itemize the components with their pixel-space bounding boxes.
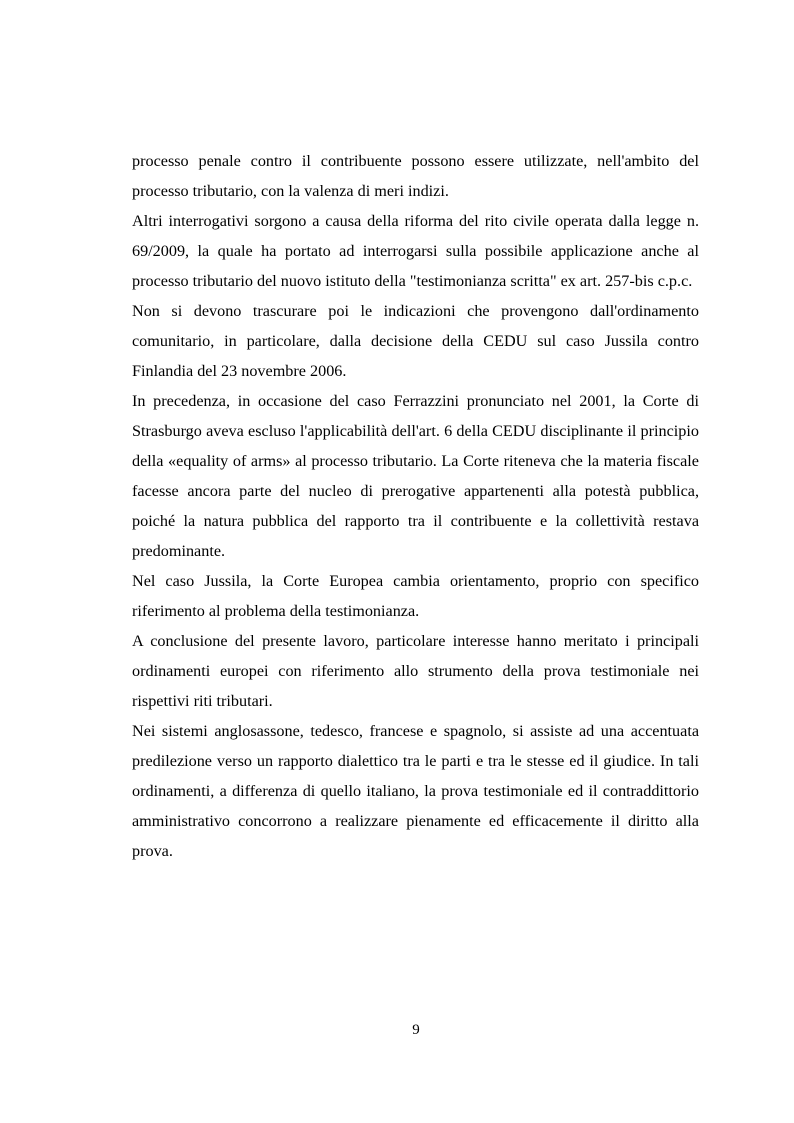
paragraph-1: processo penale contro il contribuente possono essere utilizzate, nell'ambito del processo tributario, con la valenza di meri indizi. [132, 152, 699, 200]
paragraph-7: Nei sistemi anglosassone, tedesco, francese e spagnolo, si assiste ad una accentuata predilezione verso un rapporto dialettico tra le parti e tra le stesse ed il giudice. In tali ordinamenti, a differenza di quello italiano, la prova testimoniale ed il contraddittorio amministrativo concorrono a realizzare pienamente ed efficacemente il diritto alla prova. [132, 722, 699, 860]
paragraph-3: Non si devono trascurare poi le indicazioni che provengono dall'ordinamento comunitario, in particolare, dalla decisione della CEDU sul caso Jussila contro Finlandia del 23 novembre 2006. [132, 302, 699, 380]
paragraph-4: In precedenza, in occasione del caso Ferrazzini pronunciato nel 2001, la Corte di Strasburgo aveva escluso l'applicabilità dell'art. 6 della CEDU disciplinante il principio della «equality of arms» al processo tributario. La Corte riteneva che la materia fiscale facesse ancora parte del nucleo di prerogative appartenenti alla potestà pubblica, poiché la natura pubblica del rapporto tra il contribuente e la collettività restava predominante. [132, 392, 699, 560]
paragraph-2: Altri interrogativi sorgono a causa della riforma del rito civile operata dalla legge n. 69/2009, la quale ha portato ad interrogarsi sulla possibile applicazione anche al processo tributario del nuovo istituto della "testimonianza scritta" ex art. 257-bis c.p.c. [132, 212, 699, 290]
paragraph-6: A conclusione del presente lavoro, particolare interesse hanno meritato i principali ordinamenti europei con riferimento allo strumento della prova testimoniale nei rispettivi riti tributari. [132, 632, 699, 710]
body-text [132, 146, 699, 866]
page-number: 9 [412, 1022, 420, 1038]
paragraph-5: Nel caso Jussila, la Corte Europea cambia orientamento, proprio con specifico riferimento al problema della testimonianza. [132, 572, 699, 620]
